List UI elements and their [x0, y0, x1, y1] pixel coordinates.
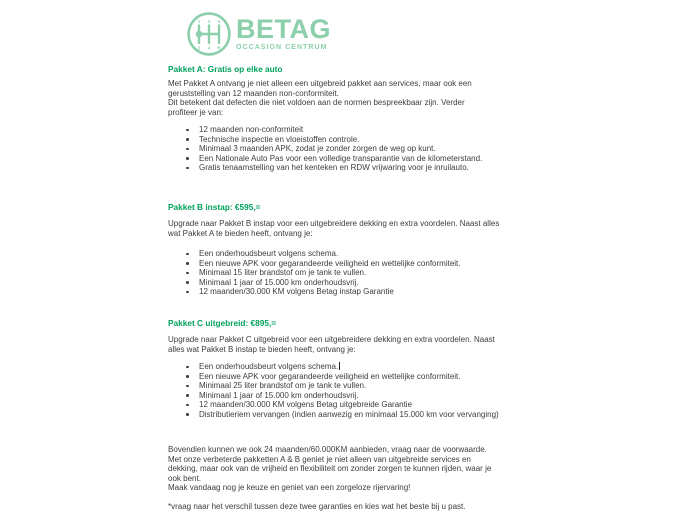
list-item: Een onderhoudsbeurt volgens schema.: [168, 249, 461, 259]
paragraph-line: Bovendien kunnen we ook 24 maanden/60.000KM aanbieden, vraag naar de voorwaarde.: [168, 445, 487, 454]
list-item: Distributieriem vervangen (indien aanwezig en minimaal 15.000 km voor vervanging): [168, 410, 499, 420]
section-heading-pakket-b: Pakket B instap: €595,=: [168, 202, 261, 212]
gear-label-r: R: [217, 45, 221, 51]
closing-paragraph: [168, 445, 491, 493]
paragraph-line: Met onze verbeterde pakketten A & B geniet je niet alleen van uitgebreide services en: [168, 454, 471, 464]
list-item: Gratis tenaamstelling van het kenteken en RDW vrijwaring voor je inruilauto.: [168, 163, 482, 173]
list-item: 12 maanden/30.000 KM volgens Betag uitgebreide Garantie: [168, 400, 499, 410]
section-heading-pakket-a: Pakket A: Gratis op elke auto: [168, 64, 283, 74]
section-heading-pakket-c: Pakket C uitgebreid: €895,=: [168, 318, 277, 328]
list-item: Technische inspectie en vloeistoffen controle.: [168, 135, 482, 145]
paragraph-line: Upgrade naar Pakket C uitgebreid voor een uitgebreidere dekking en extra voordelen. Naast: [168, 335, 495, 344]
paragraph-line: Upgrade naar Pakket B instap voor een uitgebreidere dekking en extra voordelen. Naast alles: [168, 219, 500, 228]
gear-label-5: 5: [217, 19, 221, 24]
list-item: Minimaal 25 liter brandstof om je tank te vullen.: [168, 381, 499, 391]
list-item: Minimaal 3 maanden APK, zodat je zonder zorgen de weg op kunt.: [168, 144, 482, 154]
list-item: Minimaal 1 jaar of 15.000 km onderhoudsvrij.: [168, 278, 461, 288]
list-item: Een nieuwe APK voor gegarandeerde veiligheid en wettelijke conformiteit.: [168, 372, 499, 382]
text-cursor: [339, 362, 340, 370]
paragraph-line: Dit betekent dat defecten die niet voldoen aan de normen bespreekbaar zijn. Verder: [168, 98, 465, 107]
paragraph-line: profiteer je van:: [168, 107, 224, 117]
paragraph-line: alles wat Pakket B instap te bieden heeft, ontvang je:: [168, 344, 356, 354]
paragraph-line: geruststelling van 12 maanden non-conformiteit.: [168, 88, 339, 98]
bullet-list-pakket-a: [168, 125, 482, 173]
paragraph-line: dekking, maar ook van de vrijheid en flexibiliteit om zonder zorgen te kunnen rijden, waar je: [168, 464, 492, 473]
gear-label-4: 4: [207, 45, 211, 51]
section-intro-pakket-c: [168, 335, 495, 354]
gear-shift-icon: [185, 10, 233, 58]
brand-name: BETAG: [236, 14, 331, 44]
section-intro-pakket-a: [168, 79, 472, 117]
gear-label-2: 2: [197, 45, 201, 51]
list-item-text: Een onderhoudsbeurt volgens schema.: [199, 362, 339, 371]
list-item: 12 maanden/30.000 KM volgens Betag instap Garantie: [168, 287, 461, 297]
gear-label-3: 3: [207, 19, 211, 24]
list-item: Minimaal 1 jaar of 15.000 km onderhoudsvrij.: [168, 391, 499, 401]
paragraph-line: ook bent.: [168, 473, 201, 483]
brand-subtitle: OCCASION CENTRUM: [236, 44, 328, 51]
list-item: Een Nationale Auto Pas voor een volledige transparantie van de kilometerstand.: [168, 154, 482, 164]
paragraph-line: Maak vandaag nog je keuze en geniet van een zorgeloze rijervaring!: [168, 483, 411, 492]
betag-logo: [185, 10, 331, 58]
list-item: Minimaal 15 liter brandstof om je tank te vullen.: [168, 268, 461, 278]
paragraph-line: Met Pakket A ontvang je niet alleen een uitgebreid pakket aan services, maar ook een: [168, 79, 472, 88]
logo-wordmark: [236, 14, 331, 51]
gear-label-1: 1: [197, 19, 201, 24]
bullet-list-pakket-c: [168, 362, 499, 419]
list-item: [168, 362, 499, 372]
bullet-list-pakket-b: [168, 249, 461, 297]
list-item: Een nieuwe APK voor gegarandeerde veiligheid en wettelijke conformiteit.: [168, 259, 461, 269]
paragraph-line: wat Pakket A te bieden heeft, ontvang je:: [168, 228, 313, 238]
section-intro-pakket-b: [168, 219, 499, 238]
list-item: 12 maanden non-conformiteit: [168, 125, 482, 135]
footnote: *vraag naar het verschil tussen deze twee garanties en kies wat het beste bij u past.: [168, 502, 466, 511]
